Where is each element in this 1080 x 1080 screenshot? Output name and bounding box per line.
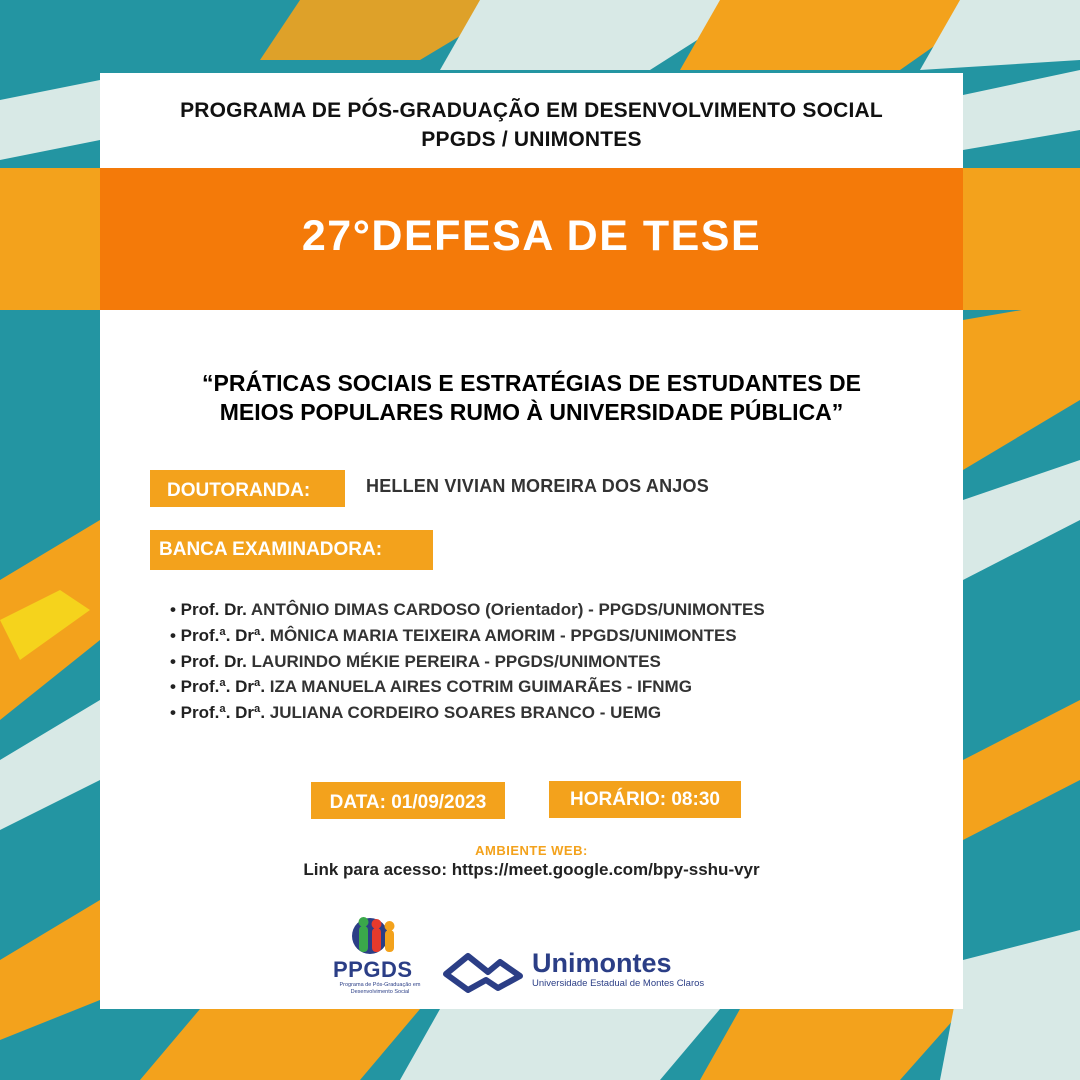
- ppgds-logo: [325, 912, 425, 1002]
- unimontes-logo: [440, 944, 705, 994]
- member-name: JULIANA CORDEIRO SOARES BRANCO - UEMG: [269, 703, 662, 723]
- unimontes-logo-subtitle: Universidade Estadual de Montes Claros: [532, 978, 705, 989]
- thesis-title: [120, 369, 943, 427]
- event-title: 27°DEFESA DE TESE: [301, 212, 762, 260]
- time-badge: HORÁRIO: 08:30: [549, 781, 741, 818]
- ambiente-web-label: AMBIENTE WEB:: [475, 843, 588, 858]
- member-name: ANTÔNIO DIMAS CARDOSO (Orientador) - PPGDS/UNIMONTES: [250, 600, 765, 619]
- member-name: IZA MANUELA AIRES COTRIM GUIMARÃES - IFNMG: [269, 677, 692, 697]
- thesis-line-1: “PRÁTICAS SOCIAIS E ESTRATÉGIAS DE ESTUDANTES DE: [202, 370, 861, 396]
- unimontes-emblem-icon: [440, 944, 526, 994]
- member-title: • Prof. Dr.: [170, 651, 252, 671]
- member-title: • Prof.ª. Drª.: [170, 703, 270, 723]
- header-line-1: PROGRAMA DE PÓS-GRADUAÇÃO EM DESENVOLVIMENTO SOCIAL: [180, 99, 883, 122]
- banca-member: [170, 597, 765, 623]
- member-name: LAURINDO MÉKIE PEREIRA - PPGDS/UNIMONTES: [251, 651, 661, 671]
- banca-label: BANCA EXAMINADORA:: [150, 530, 433, 570]
- ppgds-logo-subtitle: Programa de Pós-Graduação em Desenvolvimento Social: [339, 982, 421, 995]
- unimontes-logo-text: Unimontes: [532, 948, 672, 978]
- banca-member: [170, 700, 765, 726]
- member-title: • Prof. Dr.: [170, 600, 251, 619]
- date-badge: DATA: 01/09/2023: [311, 782, 505, 819]
- ppgds-logo-text: PPGDS: [333, 957, 413, 982]
- banca-member-list: [170, 597, 765, 726]
- thesis-line-2: MEIOS POPULARES RUMO À UNIVERSIDADE PÚBLICA”: [219, 399, 844, 425]
- member-title: • Prof.ª. Drª.: [170, 677, 270, 697]
- doutoranda-name: HELLEN VIVIAN MOREIRA DOS ANJOS: [366, 476, 709, 496]
- doutoranda-label: DOUTORANDA:: [150, 470, 345, 507]
- member-title: • Prof.ª. Drª.: [170, 625, 270, 645]
- ppgds-figures-icon: [325, 912, 425, 962]
- program-header: [100, 96, 963, 154]
- banca-member: [170, 623, 765, 649]
- meet-link[interactable]: Link para acesso: https://meet.google.com/bpy-sshu-vyr: [303, 860, 760, 879]
- member-name: MÔNICA MARIA TEIXEIRA AMORIM - PPGDS/UNIMONTES: [269, 625, 737, 645]
- banca-member: [170, 674, 765, 700]
- banca-member: [170, 649, 765, 675]
- header-line-2: PPGDS / UNIMONTES: [421, 128, 642, 151]
